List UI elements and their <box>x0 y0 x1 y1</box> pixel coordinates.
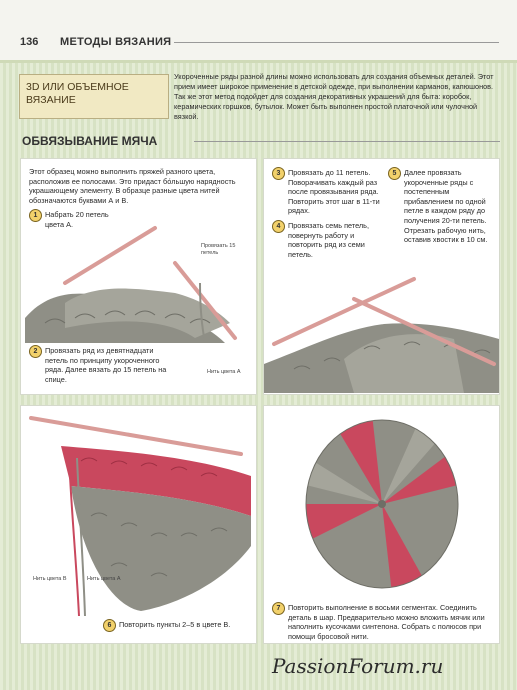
sidebar-title: 3D ИЛИ ОБЪЕМНОЕ ВЯЗАНИЕ <box>26 81 129 106</box>
panel-step-3-5 <box>263 158 500 395</box>
watermark: PassionForum.ru <box>272 654 444 678</box>
intro-paragraph: Укороченные ряды разной длины можно использовать для создания объемных деталей. Этот прием имеет широкое применение в детской одежде, при выполнении карманов, капюшонов. Так же этот метод подойдет для создания декоративных украшений для быта: коробок, керамических горшков, бутылок. Может быть выполнен простой платочной или чулочной вязкой. <box>174 72 494 121</box>
section-rule <box>194 141 500 142</box>
step-5-text: Далее провязать укороченные ряды с постепенным прибавлением по одной петле в каждом ряду до получения 20-ти петель. Отрезать рабочую нить, оставив хвостик в 10 см. <box>404 168 488 245</box>
panel-step-7 <box>263 405 500 644</box>
step-6-badge: 6 <box>103 619 116 632</box>
step-4-badge: 4 <box>272 220 285 233</box>
step-3-badge: 3 <box>272 167 285 180</box>
step-7-badge: 7 <box>272 602 285 615</box>
label-knit-15: Провязать 15 петель <box>201 243 236 256</box>
panel-step-1-2 <box>20 158 257 395</box>
step-4-text: Провязать семь петель, повернуть работу и повторить ряд из семи петель. <box>288 221 370 259</box>
chapter-rule <box>174 42 499 43</box>
page-number: 136 <box>20 36 39 48</box>
step-1-text: Набрать 20 петель цвета А. <box>45 210 109 229</box>
step-3-text: Провязать до 11 петель. Поворачивать каждый раз после провязывания ряда. Повторить этот шаг в 11-ти рядах. <box>288 168 380 216</box>
step-1-badge: 1 <box>29 209 42 222</box>
step-5-badge: 5 <box>388 167 401 180</box>
knitting-illustration-1 <box>25 223 251 343</box>
knitting-illustration-3 <box>21 406 256 616</box>
panel-step-6 <box>20 405 257 644</box>
step-2-text: Провязать ряд из девятнадцати петель по принципу укороченного ряда. Далее вязать до 15 петель на спице. <box>45 346 167 384</box>
sidebar-box <box>19 74 169 119</box>
panel-a-intro: Этот образец можно выполнить пряжей разного цвета, расположив ее полосами. Это придаст бо́льшую нарядность украшающему элементу. В образце разные цвета нитей обозначаются буквами А и В. <box>29 167 236 205</box>
section-title: ОБВЯЗЫВАНИЕ МЯЧА <box>22 134 158 148</box>
page-header <box>0 0 517 60</box>
label-yarn-b: Нить цвета В <box>33 576 67 582</box>
label-yarn-a: Нить цвета А <box>207 369 241 375</box>
step-7-text: Повторить выполнение в восьми сегментах. Соединить деталь в шар. Предварительно можно вложить мячик или наполнить кусочками синтепона. Собрать с полюсов при помощи бросовой нити. <box>288 603 485 641</box>
knitting-illustration-2 <box>264 269 499 393</box>
label-yarn-a-c: Нить цвета А <box>87 576 121 582</box>
step-2-badge: 2 <box>29 345 42 358</box>
knitted-ball-illustration <box>302 414 462 594</box>
step-6-text: Повторить пункты 2–5 в цвете В. <box>119 620 231 629</box>
chapter-title: МЕТОДЫ ВЯЗАНИЯ <box>60 36 172 48</box>
header-divider <box>0 60 517 63</box>
